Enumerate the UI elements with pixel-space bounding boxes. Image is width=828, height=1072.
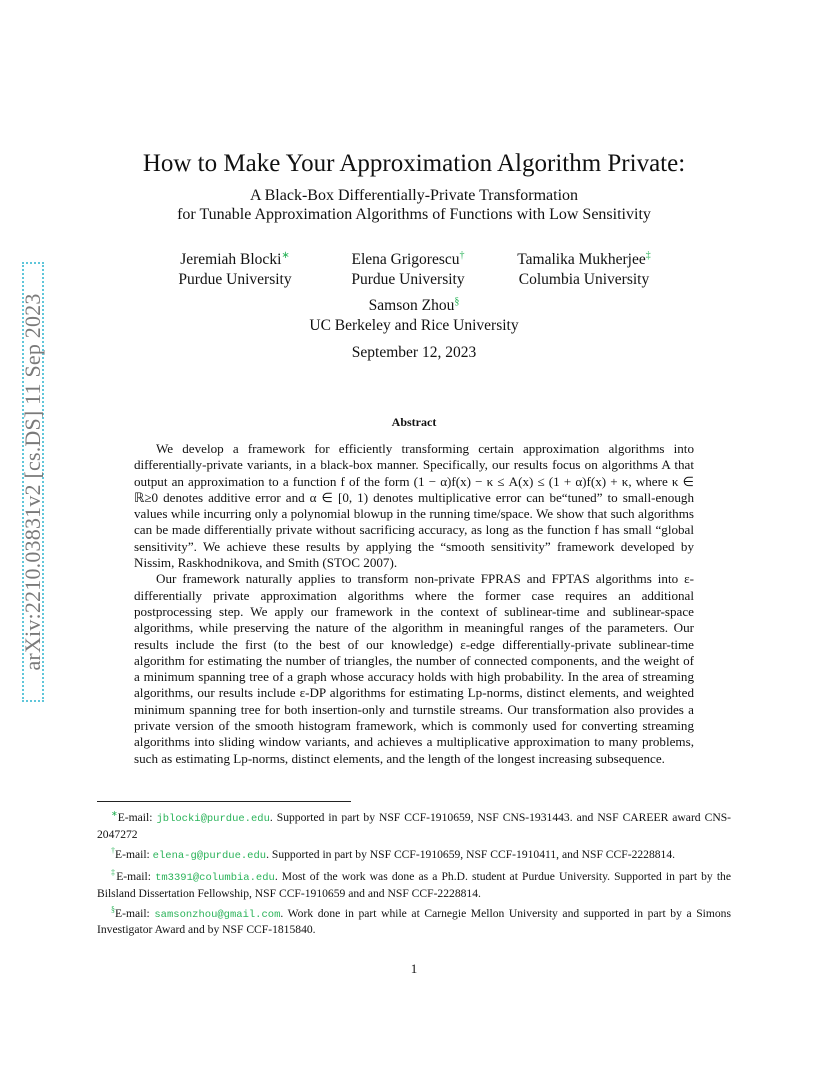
abstract-paragraph: Our framework naturally applies to transform non-private FPRAS and FPTAS algorithms into ε-differentially private approximation algorithms where the former case requires an additional postprocessing step. We apply our framework in the context of sublinear-time and sublinear-space algorithms, while preserving the nature of the algorithm in meaningful ranges of the parameters. Our results include the first (to the best of our knowledge) ε-edge differentially-private sublinear-time algorithm for estimating the number of triangles, the number of connected components, and the weight of a minimum spanning tree of a graph whose accuracy holds with high probability. In the area of streaming algorithms, our results include ε-DP algorithms for estimating Lp-norms, distinct elements, and weighted minimum spanning tree for both insertion-only and turnstile streams. Our transformation also provides a private version of the smooth histogram framework, which is commonly used for converting streaming algorithms into sliding window variants, and achieves a multiplicative approximation to many problems, such as estimating Lp-norms, distinct elements, and the length of the longest increasing subsequence.	[134, 571, 694, 766]
paper-date: September 12, 2023	[351, 344, 477, 361]
footnote-mark[interactable]: †	[459, 250, 465, 261]
footnote-item	[97, 865, 731, 901]
footnote-text: . Supported in part by NSF CCF-1910659, NSF CCF-1910411, and NSF CCF-2228814.	[266, 847, 676, 861]
footnote-prefix: E-mail:	[115, 906, 155, 920]
author-name: Elena Grigorescu	[351, 251, 460, 269]
author-affiliation: Columbia University	[518, 271, 650, 289]
footnote-text: . Supported in part by NSF CCF-1910659, NSF CNS-1931443. and NSF CAREER award CNS-2047272	[97, 810, 731, 841]
paper-subtitle-line1: A Black-Box Differentially-Private Transformation	[249, 187, 579, 204]
footnotes	[97, 806, 731, 938]
author-block-zhou	[260, 292, 568, 336]
footnote-text: . Most of the work was done as a Ph.D. student at Purdue University. Supported in part by the Bilsland Dissertation Fellowship, NSF CCF-1910659 and and NSF CCF-2228814.	[97, 869, 731, 900]
author-name: Jeremiah Blocki	[180, 251, 282, 269]
author-block-mukherjee	[506, 246, 662, 290]
abstract-body	[134, 441, 694, 767]
author-affiliation: Purdue University	[351, 271, 465, 289]
abstract-heading: Abstract	[391, 415, 437, 429]
footnote-item	[97, 806, 731, 842]
abstract-paragraph: We develop a framework for efficiently transforming certain approximation algorithms into differentially-private variants, in a black-box manner. Specifically, our results focus on algorithms A that output an approximation to a function f of the form (1 − α)f(x) − κ ≤ A(x) ≤ (1 + α)f(x) + κ, where κ ∈ ℝ≥0 denotes additive error and α ∈ [0, 1) denotes multiplicative error can be“tuned” to small-enough values while incurring only a polynomial blowup in the running time/space. We show that such algorithms can be made differentially private without sacrificing accuracy, as long as the function f has small “global sensitivity”. We achieve these results by applying the “smooth sensitivity” framework developed by Nissim, Raskhodnikova, and Smith (STOC 2007).	[134, 441, 694, 571]
footnote-mark: ‡	[111, 867, 117, 877]
footnote-item	[97, 843, 731, 864]
paper-subtitle-line2: for Tunable Approximation Algorithms of Functions with Low Sensitivity	[177, 206, 651, 223]
author-affiliation: UC Berkeley and Rice University	[309, 317, 519, 335]
footnote-mark[interactable]: §	[454, 296, 460, 307]
email-link[interactable]: samsonzhou@gmail.com	[154, 908, 281, 921]
footnote-divider	[97, 801, 351, 802]
footnote-prefix: E-mail:	[116, 869, 156, 883]
author-block-grigorescu	[338, 246, 478, 290]
author-name: Tamalika Mukherjee	[517, 251, 646, 269]
footnote-text: . Work done in part while at Carnegie Mellon University and supported in part by a Simons Investigator Award and by NSF CCF-1815840.	[97, 906, 731, 937]
author-name: Samson Zhou	[368, 297, 455, 315]
email-link[interactable]: elena-g@purdue.edu	[152, 849, 267, 862]
footnote-mark[interactable]: ‡	[645, 250, 651, 261]
footnote-mark: §	[111, 904, 115, 914]
footnote-item	[97, 902, 731, 938]
footnote-mark[interactable]: ∗	[281, 250, 290, 261]
footnote-prefix: E-mail:	[117, 810, 157, 824]
footnote-mark: †	[111, 845, 115, 855]
author-affiliation: Purdue University	[178, 271, 292, 289]
paper-title: How to Make Your Approximation Algorithm Private:	[142, 150, 686, 177]
email-link[interactable]: tm3391@columbia.edu	[155, 871, 275, 884]
email-link[interactable]: jblocki@purdue.edu	[156, 812, 270, 825]
arxiv-identifier-text: arXiv:2210.03831v2 [cs.DS] 11 Sep 2023	[20, 293, 45, 671]
page-number: 1	[410, 961, 418, 976]
footnote-mark: ∗	[111, 809, 118, 818]
author-block-blocki	[166, 246, 304, 290]
footnote-prefix: E-mail:	[115, 847, 153, 861]
arxiv-identifier-stamp	[22, 262, 44, 702]
